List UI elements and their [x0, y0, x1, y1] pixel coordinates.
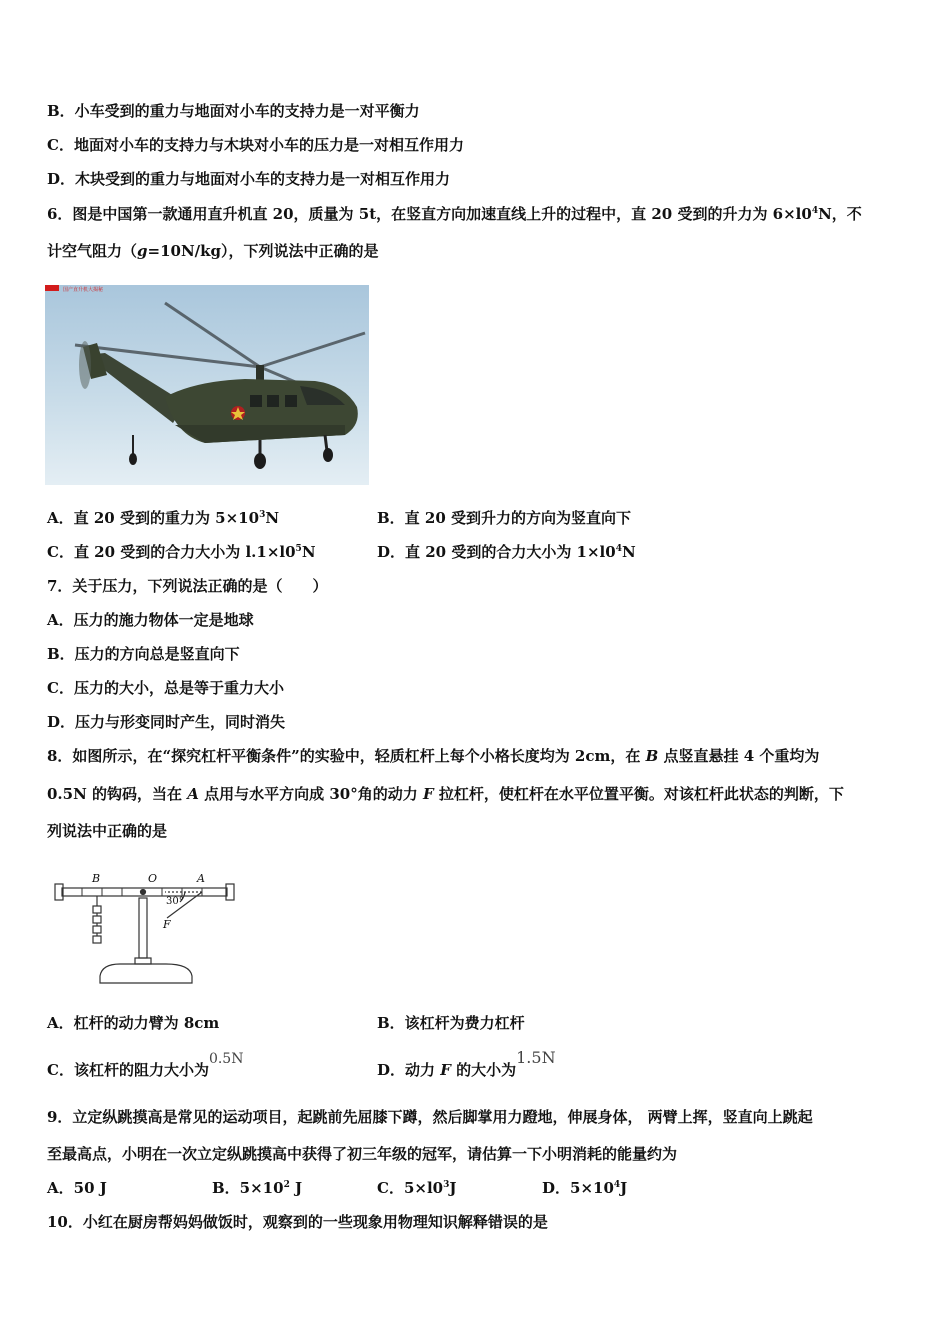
q8-stem-line3: 列说法中正确的是 [47, 822, 168, 840]
q6-option-b: B．直 20 受到升力的方向为竖直向下 [377, 509, 631, 527]
q7-option-d: D．压力与形变同时产生，同时消失 [47, 713, 286, 731]
q7-option-b: B．压力的方向总是竖直向下 [47, 645, 240, 663]
q8-option-b: B．该杠杆为费力杠杆 [377, 1014, 525, 1032]
q8-option-a: A．杠杆的动力臂为 8cm [47, 1014, 220, 1032]
q8-stem-line1: 8．如图所示，在“探究杠杆平衡条件”的实验中，轻质杠杆上每个小格长度均为 2cm，在 B 点竖直悬挂 4 个重均为 [47, 747, 820, 765]
q5-option-d: D．木块受到的重力与地面对小车的支持力是一对相互作用力 [47, 170, 451, 188]
q8-option-c: C．该杠杆的阻力大小为0.5N [47, 1051, 244, 1079]
q10-stem: 10．小红在厨房帮妈妈做饭时，观察到的一些现象用物理知识解释错误的是 [47, 1213, 548, 1231]
label-o: O [148, 872, 158, 885]
label-a: A [197, 872, 205, 885]
q9-option-d: D．$5\times 10^4J$ [542, 1179, 628, 1197]
q6-option-c: C．直 20 受到的合力大小为 $l.1\times l0^5N$ [47, 543, 316, 561]
q9-option-c: C．$5\times l0^3J$ [377, 1179, 457, 1197]
q6-stem-line1: 6．图是中国第一款通用直升机直 20，质量为 5t，在竖直方向加速直线上升的过程中，直 20 受到的升力为 $6\times l0^4N$，不 [47, 205, 862, 223]
lever-diagram [50, 868, 240, 993]
q6-stem-line2: 计空气阻力（g=10N/kg），下列说法中正确的是 [47, 242, 379, 260]
q9-option-a: A．50 J [47, 1179, 107, 1197]
q7-stem: 7．关于压力，下列说法正确的是（ ） [47, 577, 328, 595]
photo-banner-text: 国产直升机大揭秘 [63, 287, 104, 293]
q7-option-a: A．压力的施力物体一定是地球 [47, 611, 254, 629]
q7-option-c: C．压力的大小，总是等于重力大小 [47, 679, 284, 697]
q6-option-d: D．直 20 受到的合力大小为 $1\times l0^4N$ [377, 543, 636, 561]
helicopter-photo [45, 285, 369, 485]
q9-stem-line2: 至最高点，小明在一次立定纵跳摸高中获得了初三年级的冠军，请估算一下小明消耗的能量约为 [47, 1145, 678, 1163]
q5-option-c: C．地面对小车的支持力与木块对小车的压力是一对相互作用力 [47, 136, 464, 154]
label-f: F [163, 918, 171, 931]
q5-option-b: B．小车受到的重力与地面对小车的支持力是一对平衡力 [47, 102, 420, 120]
label-angle: 30° [166, 896, 184, 907]
q8-option-d: D．动力 F 的大小为1.5N [377, 1048, 556, 1079]
q9-option-b: B．$5\times 10^2$ J [212, 1179, 303, 1197]
q6-option-a: A．直 20 受到的重力为 $5\times 10^3N$ [47, 509, 280, 527]
q9-stem-line1: 9．立定纵跳摸高是常见的运动项目，起跳前先屈膝下蹲，然后脚掌用力蹬地，伸展身体， 两臂上挥，竖直向上跳起 [47, 1108, 813, 1126]
q8-stem-line2: 0.5N 的钩码，当在 A 点用与水平方向成 30°角的动力 F 拉杠杆，使杠杆在水平位置平衡。对该杠杆此状态的判断，下 [47, 785, 844, 803]
photo-banner-mark [45, 285, 59, 291]
label-b: B [92, 872, 101, 885]
